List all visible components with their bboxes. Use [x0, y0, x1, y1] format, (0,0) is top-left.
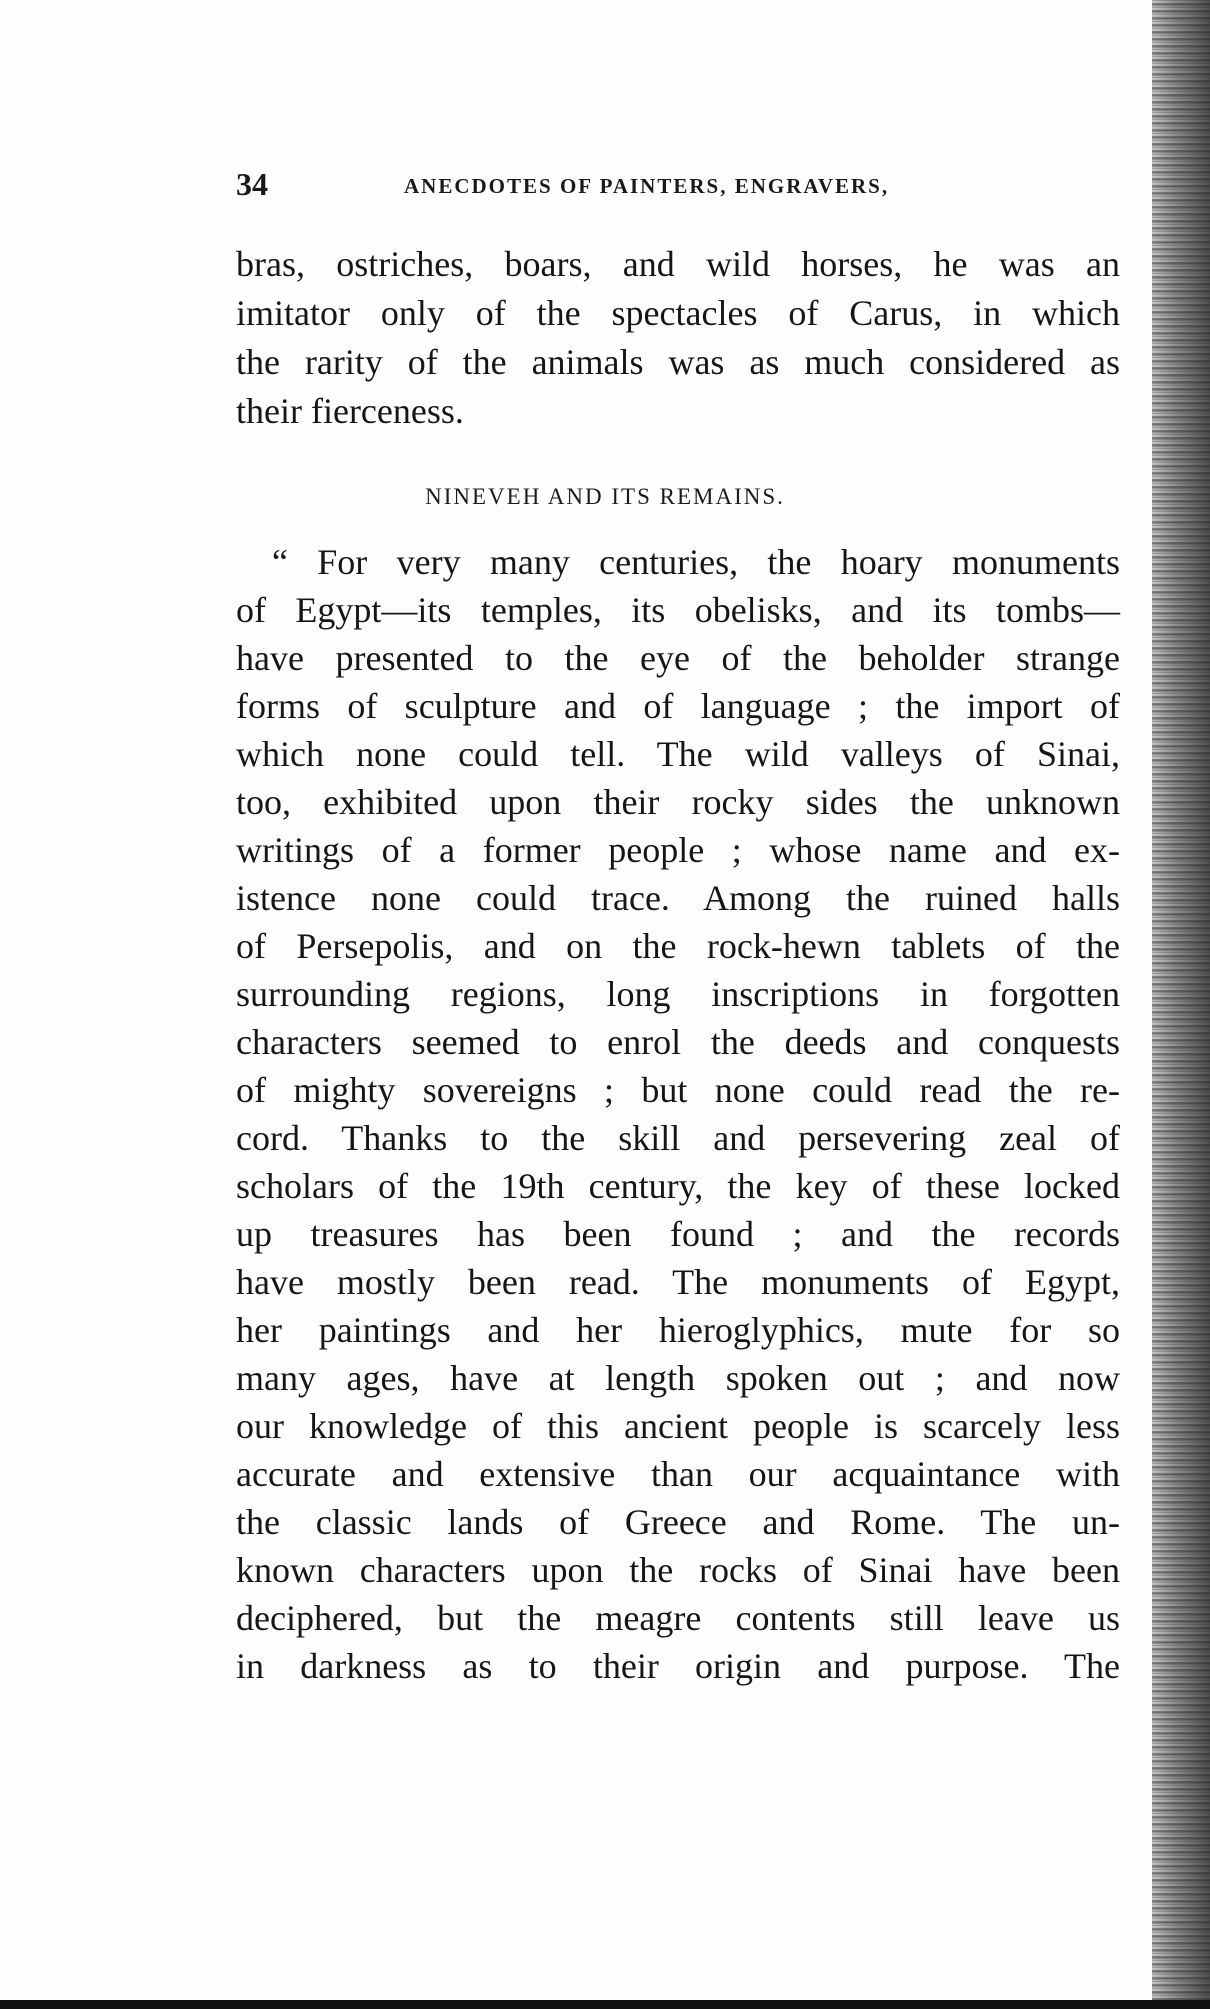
text-line: of Egypt—its temples, its obelisks, and its tombs— — [236, 590, 1120, 630]
scan-bottom-border — [0, 2000, 1210, 2009]
text-line: their fierceness. — [236, 391, 464, 431]
text-line: cord. Thanks to the skill and persevering zeal of — [236, 1118, 1120, 1158]
text-line: in darkness as to their origin and purpose. The — [236, 1646, 1120, 1686]
section-heading: NINEVEH AND ITS REMAINS. — [425, 484, 785, 509]
text-line: forms of sculpture and of language ; the import of — [236, 686, 1120, 726]
text-line: scholars of the 19th century, the key of these locked — [236, 1166, 1120, 1206]
text-line: accurate and extensive than our acquaintance with — [236, 1454, 1120, 1494]
text-line: which none could tell. The wild valleys of Sinai, — [236, 734, 1120, 774]
text-line: writings of a former people ; whose name and ex- — [236, 830, 1120, 870]
text-line: up treasures has been found ; and the records — [236, 1214, 1120, 1254]
text-line: of Persepolis, and on the rock-hewn tablets of the — [236, 926, 1120, 966]
text-line: bras, ostriches, boars, and wild horses, he was an — [236, 244, 1120, 284]
running-head — [236, 166, 1116, 206]
text-line: characters seemed to enrol the deeds and conquests — [236, 1022, 1120, 1062]
text-line: surrounding regions, long inscriptions in forgotten — [236, 974, 1120, 1014]
text-line: the rarity of the animals was as much considered as — [236, 342, 1120, 382]
text-line: of mighty sovereigns ; but none could read the re- — [236, 1070, 1120, 1110]
text-line: the classic lands of Greece and Rome. The un- — [236, 1502, 1120, 1542]
text-line: “ For very many centuries, the hoary monuments — [272, 542, 1120, 582]
text-line: too, exhibited upon their rocky sides the unknown — [236, 782, 1120, 822]
text-line: have mostly been read. The monuments of Egypt, — [236, 1262, 1120, 1302]
text-line: many ages, have at length spoken out ; and now — [236, 1358, 1120, 1398]
text-line: istence none could trace. Among the ruined halls — [236, 878, 1120, 918]
running-title: ANECDOTES OF PAINTERS, ENGRAVERS, — [404, 174, 890, 198]
page-edge-shadow — [1152, 0, 1210, 2009]
page-number: 34 — [236, 166, 268, 202]
text-line: imitator only of the spectacles of Carus, in which — [236, 293, 1120, 333]
text-line: known characters upon the rocks of Sinai have been — [236, 1550, 1120, 1590]
text-line: our knowledge of this ancient people is scarcely less — [236, 1406, 1120, 1446]
text-line: her paintings and her hieroglyphics, mute for so — [236, 1310, 1120, 1350]
text-line: deciphered, but the meagre contents still leave us — [236, 1598, 1120, 1638]
text-line: have presented to the eye of the beholder strange — [236, 638, 1120, 678]
